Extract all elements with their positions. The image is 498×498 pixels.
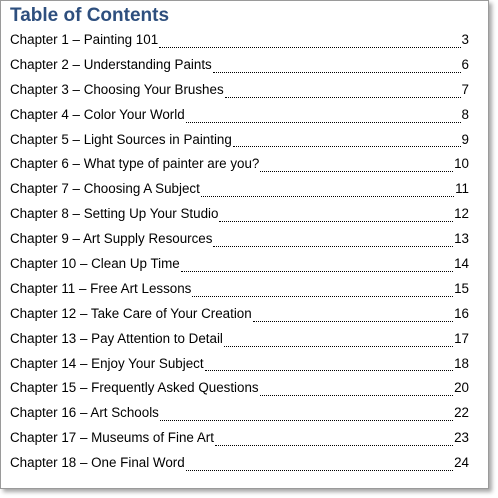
toc-entry-label: Chapter 17 – Museums of Fine Art: [10, 430, 214, 446]
toc-leader-dots: [260, 394, 453, 396]
toc-leader-dots: [233, 145, 461, 147]
toc-entry-label: Chapter 18 – One Final Word: [10, 455, 185, 471]
toc-entry-page-number: 3: [461, 32, 469, 47]
toc-leader-dots: [219, 220, 453, 222]
toc-leader-dots: [213, 71, 461, 73]
toc-entry-label: Chapter 5 – Light Sources in Painting: [10, 131, 232, 147]
toc-entry-label: Chapter 12 – Take Care of Your Creation: [10, 305, 252, 321]
toc-entry-label: Chapter 1 – Painting 101: [10, 32, 159, 47]
toc-entry-label: Chapter 15 – Frequently Asked Questions: [10, 380, 259, 396]
toc-entry[interactable]: [10, 354, 469, 379]
toc-entry-page-number: 10: [454, 156, 469, 172]
toc-entry-page-number: 13: [454, 231, 469, 247]
toc-entry-page-number: 15: [454, 280, 469, 296]
toc-entry-page-number: 20: [454, 380, 469, 396]
toc-entry-page-number: 22: [454, 405, 469, 421]
toc-entry-label: Chapter 3 – Choosing Your Brushes: [10, 81, 224, 97]
toc-entry-page-number: 12: [454, 206, 469, 222]
toc-entry[interactable]: [10, 105, 469, 130]
toc-entry-page-number: 23: [454, 430, 469, 446]
toc-leader-dots: [160, 419, 453, 421]
toc-title: Table of Contents: [10, 5, 170, 26]
toc-leader-dots: [253, 320, 453, 322]
toc-entry[interactable]: [10, 154, 469, 179]
toc-leader-dots: [201, 195, 454, 197]
toc-entry-page-number: 16: [454, 305, 469, 321]
toc-entry-label: Chapter 11 – Free Art Lessons: [10, 280, 192, 296]
toc-entry-page-number: 18: [454, 355, 469, 371]
toc-leader-dots: [260, 170, 453, 172]
toc-entry[interactable]: [10, 403, 469, 428]
toc-entry-page-number: 24: [454, 455, 469, 471]
toc-entry[interactable]: [10, 304, 469, 329]
toc-list: [10, 30, 469, 478]
toc-entry[interactable]: [10, 130, 469, 155]
toc-entry[interactable]: [10, 204, 469, 229]
toc-entry-page-number: 11: [455, 181, 469, 197]
toc-entry-label: Chapter 6 – What type of painter are you?: [10, 156, 260, 172]
toc-entry-page-number: 7: [461, 81, 469, 97]
toc-leader-dots: [186, 469, 453, 471]
toc-leader-dots: [224, 345, 453, 347]
toc-entry-label: Chapter 10 – Clean Up Time: [10, 256, 180, 272]
toc-leader-dots: [205, 369, 454, 371]
toc-leader-dots: [186, 121, 461, 123]
toc-leader-dots: [215, 444, 453, 446]
toc-entry-label: Chapter 7 – Choosing A Subject: [10, 181, 200, 197]
toc-leader-dots: [181, 270, 453, 272]
toc-entry-label: Chapter 14 – Enjoy Your Subject: [10, 355, 204, 371]
toc-entry[interactable]: [10, 229, 469, 254]
toc-entry-label: Chapter 2 – Understanding Paints: [10, 56, 212, 72]
toc-entry[interactable]: [10, 80, 469, 105]
toc-entry[interactable]: [10, 179, 469, 204]
toc-entry[interactable]: [10, 428, 469, 453]
toc-entry-label: Chapter 9 – Art Supply Resources: [10, 231, 213, 247]
toc-entry-page-number: 6: [461, 56, 469, 72]
toc-entry-label: Chapter 8 – Setting Up Your Studio: [10, 206, 219, 222]
toc-entry[interactable]: [10, 453, 469, 478]
toc-entry[interactable]: [10, 30, 469, 55]
toc-entry-label: Chapter 16 – Art Schools: [10, 405, 159, 421]
toc-entry-page-number: 14: [454, 256, 469, 272]
toc-leader-dots: [159, 46, 460, 48]
toc-entry-page-number: 9: [461, 131, 469, 147]
toc-entry[interactable]: [10, 378, 469, 403]
toc-entry-page-number: 8: [461, 106, 469, 122]
toc-entry[interactable]: [10, 55, 469, 80]
toc-leader-dots: [225, 96, 461, 98]
toc-leader-dots: [192, 295, 453, 297]
toc-entry[interactable]: [10, 279, 469, 304]
toc-entry[interactable]: [10, 329, 469, 354]
toc-entry[interactable]: [10, 254, 469, 279]
toc-entry-label: Chapter 4 – Color Your World: [10, 106, 185, 122]
toc-leader-dots: [213, 245, 453, 247]
toc-entry-page-number: 17: [454, 330, 469, 346]
toc-entry-label: Chapter 13 – Pay Attention to Detail: [10, 330, 223, 346]
